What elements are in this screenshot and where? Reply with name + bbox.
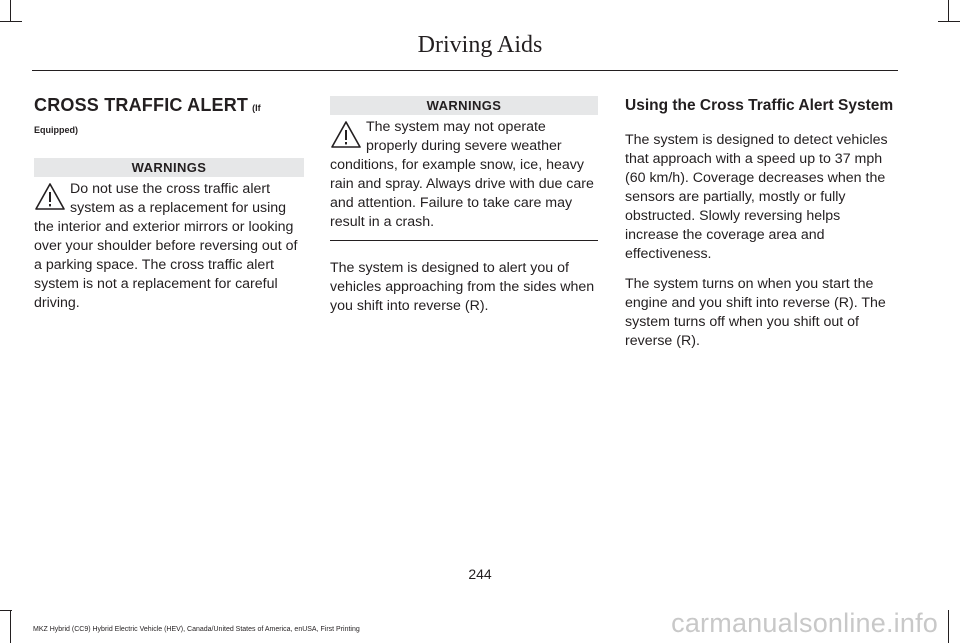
section-title	[34, 96, 304, 140]
right-column	[625, 96, 897, 362]
crop-mark-top-right-v	[948, 0, 949, 22]
warnings-header: WARNINGS	[330, 96, 598, 115]
watermark-logo: carmanualsonline.info	[671, 608, 938, 638]
crop-mark-top-left-v	[10, 0, 11, 22]
section-title-text: CROSS TRAFFIC ALERT	[34, 95, 249, 115]
section-title-qualifier: (If Equipped)	[34, 103, 261, 135]
warning-body	[330, 115, 598, 241]
header-rule	[32, 70, 898, 71]
warning-text: Do not use the cross traffic alert system as a replacement for using the interior and exterior mirrors or looking over your shoulder before reversing out of a parking space. The cross traffic alert system is not a replacement for careful driving.	[34, 181, 298, 311]
crop-mark-top-left-h	[0, 21, 22, 22]
body-paragraph-2: The system turns on when you start the engine and you shift into reverse (R). The system turns off when you shift out of reverse (R).	[625, 276, 886, 349]
spacer	[330, 241, 598, 259]
subsection-heading: Using the Cross Traffic Alert System	[625, 97, 894, 114]
warning-box	[34, 158, 304, 321]
crop-mark-bottom-right-v	[948, 610, 949, 643]
warning-body	[34, 177, 304, 321]
crop-mark-bottom-left-h	[0, 610, 12, 611]
warning-triangle-icon	[330, 120, 362, 150]
page-header-title: Driving Aids	[417, 32, 543, 58]
page-number: 244	[468, 566, 492, 582]
crop-mark-bottom-left-v	[10, 610, 11, 643]
left-column	[34, 96, 304, 321]
body-paragraph-1: The system is designed to detect vehicles that approach with a speed up to 37 mph (60 km/h). Coverage decreases when the sensors are partially, mostly or fully obstructed. Slowly reversing helps increase the coverage area and effectiveness.	[625, 132, 888, 262]
crop-mark-top-right-h	[938, 21, 960, 22]
warning-text: The system may not operate properly during severe weather conditions, for example snow, ice, heavy rain and spray. Always drive with due care and attention. Failure to take care may result in a crash.	[330, 119, 594, 230]
warnings-header: WARNINGS	[34, 158, 304, 177]
body-paragraph: The system is designed to alert you of vehicles approaching from the sides when you shift into reverse (R).	[330, 260, 595, 314]
middle-column	[330, 96, 598, 327]
footer-text: MKZ Hybrid (CC9) Hybrid Electric Vehicle (HEV), Canada/United States of America, enUSA, First Printing	[33, 626, 360, 633]
warning-triangle-icon	[34, 182, 66, 212]
warning-box	[330, 96, 598, 241]
